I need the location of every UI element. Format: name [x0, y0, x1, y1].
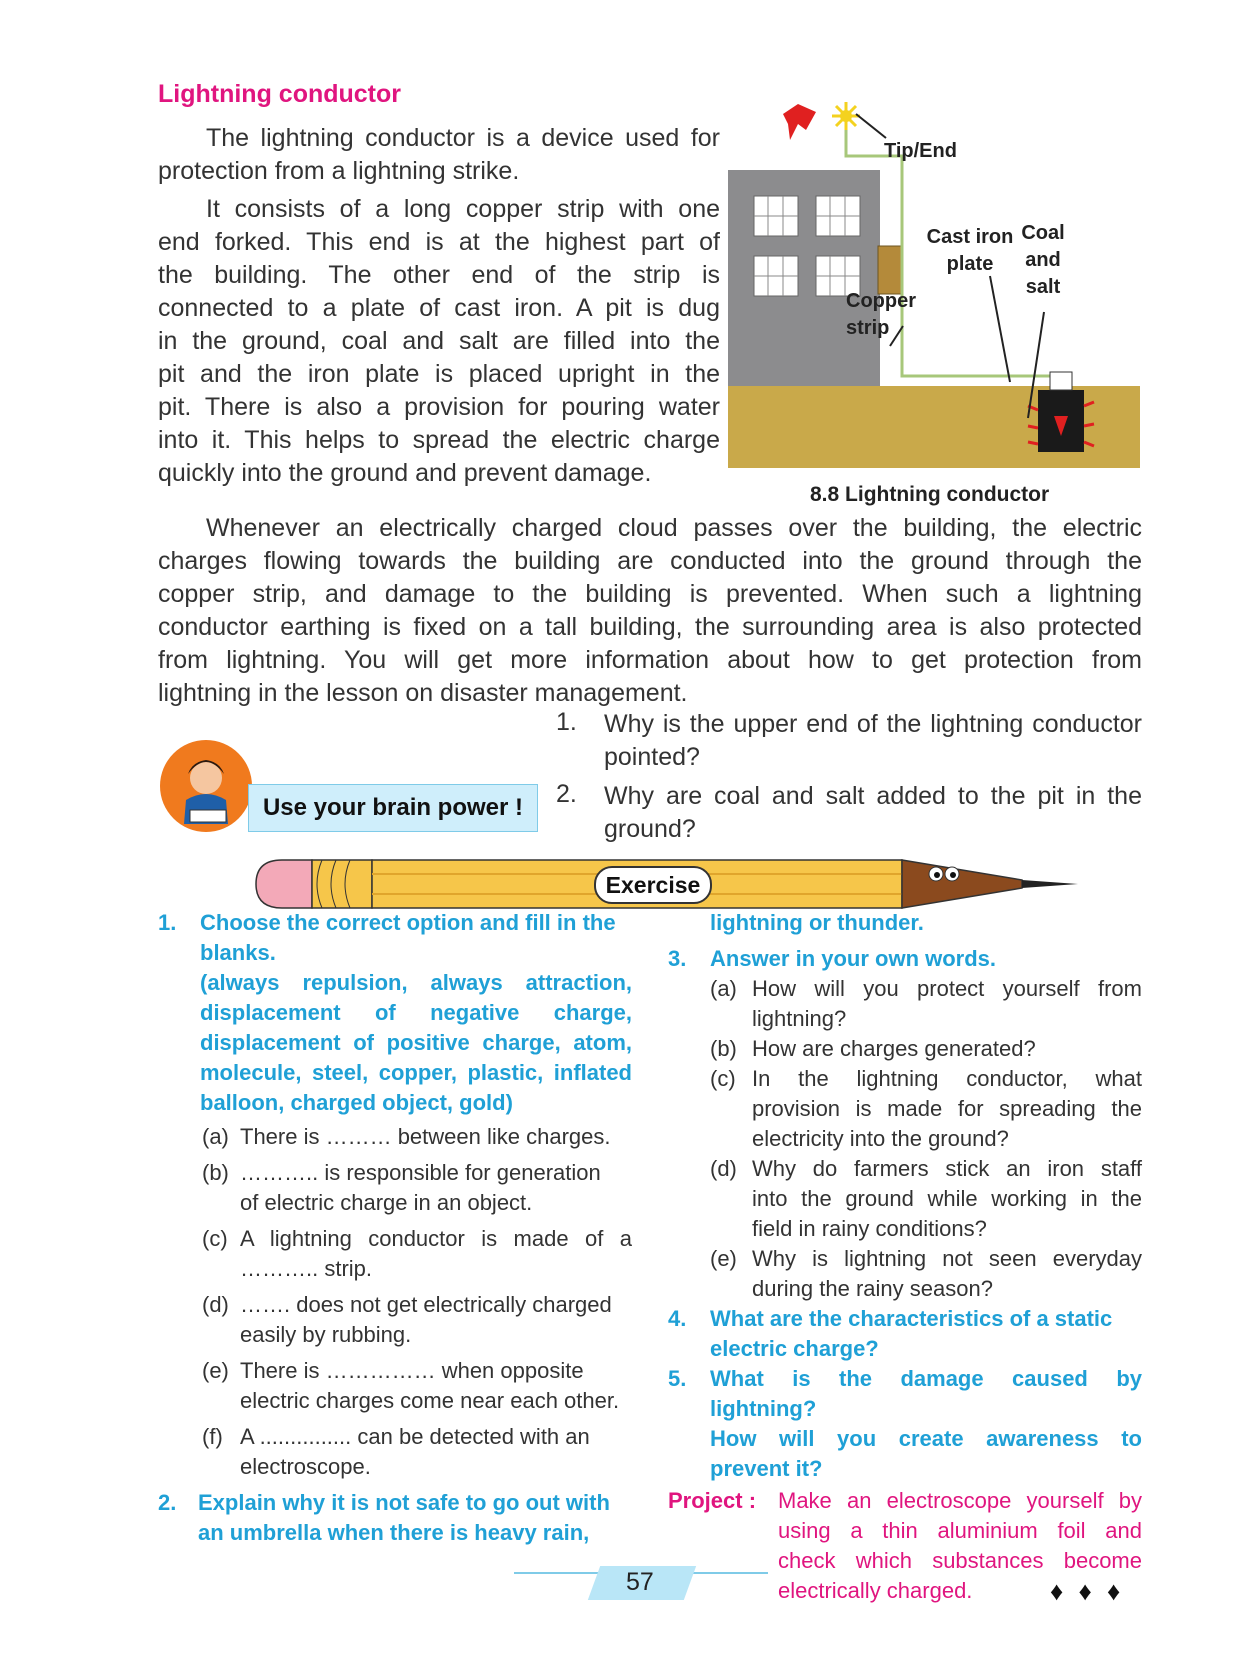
q2-continued: lightning or thunder.: [710, 910, 924, 935]
item-text: easily by rubbing.: [240, 1322, 412, 1347]
question-line: pointed?: [604, 743, 700, 771]
para-line: protection from a lightning strike.: [158, 157, 520, 185]
brain-power-avatar: [160, 740, 252, 832]
question-text: [604, 708, 1142, 774]
para-line: quickly into the ground and prevent damage.: [158, 459, 652, 487]
heading-line: displacement of negative charge,: [200, 1000, 632, 1025]
question-number: 2.: [158, 1490, 177, 1515]
item-text: during the rainy season?: [752, 1276, 993, 1301]
project-line: using a thin aluminium foil and: [778, 1518, 1142, 1543]
item-text: electricity into the ground?: [752, 1126, 1009, 1151]
heading-line: molecule, steel, copper, plastic, inflated: [200, 1060, 632, 1085]
label-line: Coal: [1021, 222, 1065, 244]
figure-caption: 8.8 Lightning conductor: [810, 483, 1050, 506]
question-line: How will you create awareness to: [710, 1426, 1142, 1451]
wall-plate: [878, 246, 902, 294]
cast-iron-plate: [1050, 372, 1072, 390]
item-label: (b): [710, 1036, 737, 1061]
brain-question: [556, 708, 1142, 780]
para-line: the building. The other end of the strip is: [158, 261, 720, 289]
question-line: prevent it?: [710, 1456, 823, 1481]
item-text: provision is made for spreading the: [752, 1096, 1142, 1121]
item-label: (a): [710, 976, 737, 1001]
exercise-q5: [668, 1364, 1142, 1484]
item-text: into the ground while working in the: [752, 1186, 1142, 1211]
item-text: ……. does not get electrically charged: [240, 1292, 612, 1317]
heading-line: Choose the correct option and fill in the: [200, 910, 616, 935]
question-line: What is the damage caused by lightning?: [710, 1366, 1142, 1421]
label-copper-strip: [846, 288, 916, 342]
question-number: 3.: [668, 946, 687, 971]
intro-paragraph: [158, 122, 720, 188]
label-line: salt: [1025, 276, 1061, 298]
item-text: Why do farmers stick an iron staff: [752, 1156, 1142, 1181]
para-line: end forked. This end is at the highest part of: [158, 228, 720, 256]
item-label: (d): [710, 1156, 737, 1181]
heading-line: (always repulsion, always attraction,: [200, 970, 632, 995]
item-text: Why is lightning not seen everyday: [752, 1246, 1142, 1271]
exercise-title: Exercise: [594, 866, 712, 904]
q1-heading: [200, 908, 632, 1118]
label-line: plate: [946, 253, 994, 275]
label-line: and: [1025, 249, 1061, 271]
para-line: It consists of a long copper strip with one: [206, 195, 720, 223]
q3-item: [710, 1244, 1142, 1304]
item-text: electric charges come near each other.: [240, 1388, 620, 1413]
item-text: lightning?: [752, 1006, 847, 1031]
item-text: field in rainy conditions?: [752, 1216, 987, 1241]
exercise-q2: [158, 1488, 632, 1548]
item-text: A ............... can be detected with an: [240, 1424, 590, 1449]
exercise-pencil-banner: [252, 852, 1092, 916]
project-line: electrically charged.: [778, 1578, 973, 1603]
q1-item: [202, 1224, 632, 1284]
q4-text: [710, 1304, 1142, 1364]
lightning-bolt-icon: [783, 104, 816, 140]
item-text: of electric charge in an object.: [240, 1190, 533, 1215]
question-text: [604, 780, 1142, 846]
item-text: There is …………… when opposite: [240, 1358, 584, 1383]
question-line: What are the characteristics of a static: [710, 1306, 1113, 1331]
para-line: pit. There is also a provision for pouring water: [158, 393, 720, 421]
item-label: (d): [202, 1292, 229, 1317]
question-number: 1.: [556, 708, 577, 736]
q1-item: [202, 1422, 632, 1482]
project-line: check which substances become: [778, 1548, 1142, 1573]
q5-text: [710, 1364, 1142, 1484]
exercise-q4: [668, 1304, 1142, 1364]
item-text: There is ……… between like charges.: [240, 1124, 611, 1149]
question-number: 2.: [556, 780, 577, 808]
question-number: 5.: [668, 1366, 687, 1391]
label-coal-and-salt: [1018, 220, 1068, 301]
exercise-q3: [668, 944, 1142, 1304]
heading-line: displacement of positive charge, atom,: [200, 1030, 632, 1055]
q3-item: [710, 1034, 1142, 1064]
q3-item: [710, 1064, 1142, 1154]
question-line: Why are coal and salt added to the pit in the: [604, 782, 1142, 810]
q3-item: [710, 974, 1142, 1034]
para-line: Whenever an electrically charged cloud passes over the building, the electric: [206, 514, 1142, 542]
q3-item: [710, 1154, 1142, 1244]
project-label: Project :: [668, 1488, 757, 1513]
q3-items: [710, 974, 1142, 1304]
page-number: 57: [626, 1568, 654, 1596]
para-line: copper strip, and damage to the building is prevented. When such a lightning: [158, 580, 1142, 608]
exercise-left-column: [158, 908, 632, 1548]
end-mark: ♦ ♦ ♦: [1050, 1576, 1125, 1606]
para-line: from lightning. You will get more information about how to get protection from: [158, 646, 1142, 674]
heading-line: blanks.: [200, 940, 276, 965]
para-line: into it. This helps to spread the electric charge: [158, 426, 720, 454]
exercise-right-column: [668, 908, 1142, 1606]
protection-paragraph: [158, 512, 1142, 710]
label-line: strip: [846, 317, 890, 339]
item-label: (e): [202, 1358, 229, 1383]
item-text: How will you protect yourself from: [752, 976, 1142, 1001]
item-text: ……….. strip.: [240, 1256, 373, 1281]
question-number: 1.: [158, 910, 177, 935]
label-line: Copper: [846, 290, 916, 312]
heading-line: balloon, charged object, gold): [200, 1090, 513, 1115]
question-number: 4.: [668, 1306, 687, 1331]
item-label: (c): [710, 1066, 736, 1091]
exercise-q1: [158, 908, 632, 1482]
girl-thinking-icon: [160, 740, 252, 832]
q1-item: [202, 1158, 632, 1218]
para-line: conductor earthing is fixed on a tall building, the surrounding area is also protected: [158, 613, 1142, 641]
brain-power-label: Use your brain power !: [248, 784, 538, 832]
item-text: How are charges generated?: [752, 1036, 1036, 1061]
question-line: electric charge?: [710, 1336, 879, 1361]
q1-items: [202, 1122, 632, 1482]
q1-item: [202, 1356, 632, 1416]
question-line: Explain why it is not safe to go out with: [198, 1490, 610, 1515]
para-line: pit and the iron plate is placed upright in the: [158, 360, 720, 388]
brain-question: [556, 780, 1142, 852]
para-line: in the ground, coal and salt are filled into the: [158, 327, 720, 355]
item-label: (f): [202, 1424, 223, 1449]
item-text: In the lightning conductor, what: [752, 1066, 1142, 1091]
q3-heading: Answer in your own words.: [710, 946, 997, 971]
label-line: Cast iron: [926, 226, 1014, 248]
item-text: A lightning conductor is made of a: [240, 1226, 632, 1251]
item-label: (a): [202, 1124, 229, 1149]
item-text: electroscope.: [240, 1454, 371, 1479]
question-line: ground?: [604, 815, 696, 843]
question-line: an umbrella when there is heavy rain,: [198, 1520, 590, 1545]
item-label: (b): [202, 1160, 229, 1185]
brain-power-questions: [556, 708, 1142, 852]
para-line: The lightning conductor is a device used for: [206, 124, 720, 152]
q1-item: [202, 1290, 632, 1350]
section-heading: Lightning conductor: [158, 80, 402, 108]
item-label: (e): [710, 1246, 737, 1271]
label-tip-end: Tip/End: [884, 140, 957, 162]
label-cast-iron-plate: [920, 224, 1020, 278]
project-line: Make an electroscope yourself by: [778, 1488, 1142, 1513]
item-label: (c): [202, 1226, 228, 1251]
para-line: connected to a plate of cast iron. A pit is dug: [158, 294, 720, 322]
q2-text: [198, 1488, 632, 1548]
question-line: Why is the upper end of the lightning conductor: [604, 710, 1142, 738]
para-line: lightning in the lesson on disaster management.: [158, 679, 688, 707]
description-paragraph: [158, 193, 720, 490]
para-line: charges flowing towards the building are conducted into the ground through the: [158, 547, 1142, 575]
q1-item: [202, 1122, 632, 1152]
item-text: ……….. is responsible for generation: [240, 1160, 601, 1185]
lightning-conductor-figure: [728, 96, 1140, 478]
